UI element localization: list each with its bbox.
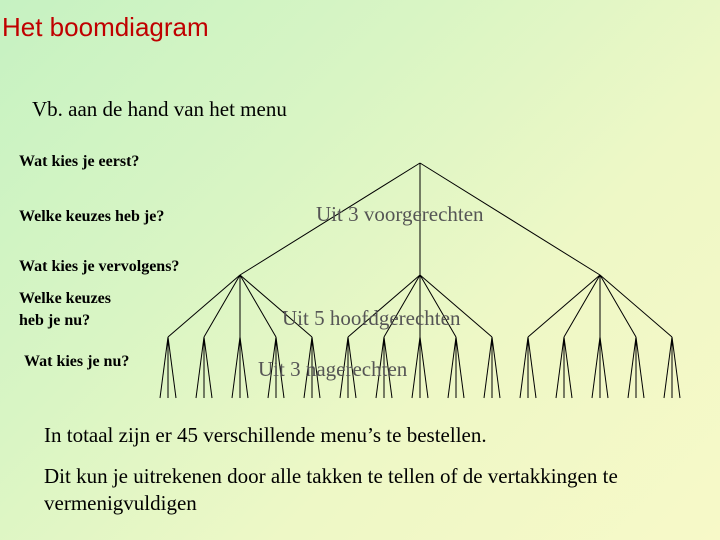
branch-dessert [520, 337, 528, 398]
branch-dessert [420, 337, 428, 398]
branch-main [204, 275, 240, 337]
branch-dessert [412, 337, 420, 398]
branch-dessert [600, 337, 608, 398]
branch-main [564, 275, 600, 337]
question-second-choice: Wat kies je vervolgens? [19, 258, 180, 275]
branch-dessert [636, 337, 644, 398]
branch-dessert [564, 337, 572, 398]
question-second-options: Welke keuzes heb je nu? [19, 290, 111, 329]
branch-dessert [528, 337, 536, 398]
question-first-options: Welke keuzes heb je? [19, 208, 165, 225]
branch-dessert [168, 337, 176, 398]
branch-main [600, 275, 672, 337]
branch-main [600, 275, 636, 337]
branch-dessert [232, 337, 240, 398]
branch-dessert [592, 337, 600, 398]
level-label-starters: Uit 3 voorgerechten [316, 202, 484, 226]
branch-dessert [628, 337, 636, 398]
branch-dessert [448, 337, 456, 398]
branch-dessert [672, 337, 680, 398]
branch-dessert [492, 337, 500, 398]
branch-dessert [240, 337, 248, 398]
branch-dessert [556, 337, 564, 398]
level-label-mains: Uit 5 hoofdgerechten [282, 306, 461, 330]
branch-dessert [456, 337, 464, 398]
branch-dessert [204, 337, 212, 398]
page-title: Het boomdiagram [2, 12, 209, 42]
question-first-choice: Wat kies je eerst? [19, 153, 140, 170]
branch-main [168, 275, 240, 337]
level-label-desserts: Uit 3 nagerechten [258, 357, 408, 381]
branch-dessert [196, 337, 204, 398]
question-third-choice: Wat kies je nu? [24, 353, 130, 370]
subtitle: Vb. aan de hand van het menu [32, 97, 287, 121]
branch-main [240, 275, 276, 337]
branch-main [528, 275, 600, 337]
explanation-text: Dit kun je uitrekenen door alle takken te tellen of de vertakkingen te vermenigvuldigen [44, 464, 618, 515]
branch-dessert [160, 337, 168, 398]
total-statement: In totaal zijn er 45 verschillende menu’s te bestellen. [44, 423, 487, 447]
branch-dessert [484, 337, 492, 398]
branch-dessert [664, 337, 672, 398]
